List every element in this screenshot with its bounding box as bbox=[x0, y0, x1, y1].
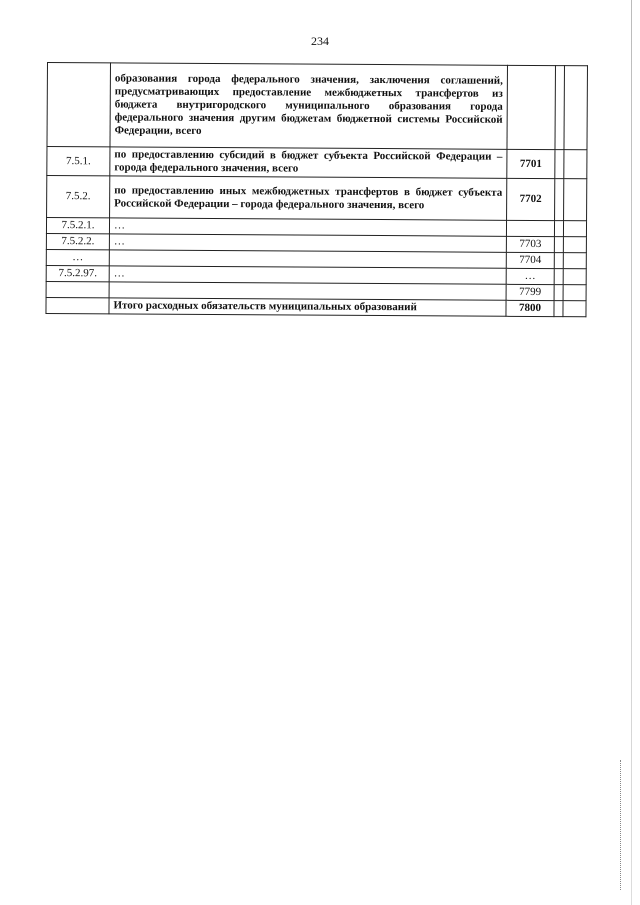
row-number: 7.5.2.2. bbox=[46, 233, 109, 249]
budget-obligations-table bbox=[45, 62, 588, 317]
row-code: 7703 bbox=[506, 236, 554, 252]
empty-cell bbox=[563, 301, 586, 317]
empty-cell bbox=[554, 269, 563, 285]
empty-cell bbox=[554, 253, 563, 269]
row-description: по предоставлению субсидий в бюджет субъекта Российской Федерации – города федерального значения, всего bbox=[110, 147, 507, 178]
row-description: … bbox=[109, 234, 506, 252]
row-number: 7.5.2.1. bbox=[46, 218, 109, 234]
row-number: 7.5.1. bbox=[47, 147, 110, 176]
empty-cell bbox=[555, 150, 564, 179]
empty-cell bbox=[563, 253, 586, 269]
empty-cell bbox=[564, 66, 588, 150]
row-description: по предоставлению иных межбюджетных трансфертов в бюджет субъекта Российской Федерации – города федерального значения, всего bbox=[110, 176, 507, 220]
row-code: 7799 bbox=[506, 284, 554, 300]
row-code: 7701 bbox=[507, 149, 555, 178]
scan-artifact bbox=[620, 760, 622, 890]
empty-cell bbox=[563, 237, 586, 253]
table-row bbox=[46, 297, 586, 316]
empty-cell bbox=[554, 301, 563, 317]
empty-cell bbox=[563, 285, 586, 301]
empty-cell bbox=[563, 269, 586, 285]
empty-cell bbox=[564, 179, 587, 221]
scan-edge-line bbox=[631, 0, 632, 905]
row-code: 7704 bbox=[506, 252, 554, 268]
empty-cell bbox=[555, 179, 564, 221]
row-number: … bbox=[46, 249, 109, 265]
row-description: … bbox=[109, 218, 506, 236]
row-description: … bbox=[109, 266, 506, 284]
table-row bbox=[47, 63, 588, 150]
row-code: 7800 bbox=[506, 300, 554, 316]
row-number bbox=[47, 63, 111, 147]
empty-cell bbox=[563, 221, 586, 237]
row-code: 7702 bbox=[507, 178, 555, 220]
row-number: 7.5.2.97. bbox=[46, 265, 109, 281]
row-number bbox=[46, 297, 109, 313]
row-code bbox=[506, 220, 554, 236]
empty-cell bbox=[554, 285, 563, 301]
row-code: … bbox=[506, 268, 554, 284]
empty-cell bbox=[554, 237, 563, 253]
table-row bbox=[47, 147, 587, 179]
row-description: образования города федерального значения, заключения соглашений, предусматривающих предоставление межбюджетных трансфертов из бюджета внутригородского муниципального образования города федерального значения другим бюджетам бюджетной системы Российской Федерации, всего bbox=[110, 63, 508, 149]
empty-cell bbox=[564, 150, 587, 179]
row-code bbox=[507, 65, 556, 149]
row-description: Итого расходных обязательств муниципальных образований bbox=[109, 298, 506, 316]
empty-cell bbox=[554, 221, 563, 237]
row-number bbox=[46, 281, 109, 297]
row-number: 7.5.2. bbox=[47, 176, 110, 218]
table-row bbox=[47, 176, 587, 221]
page-number: 234 bbox=[311, 34, 329, 48]
